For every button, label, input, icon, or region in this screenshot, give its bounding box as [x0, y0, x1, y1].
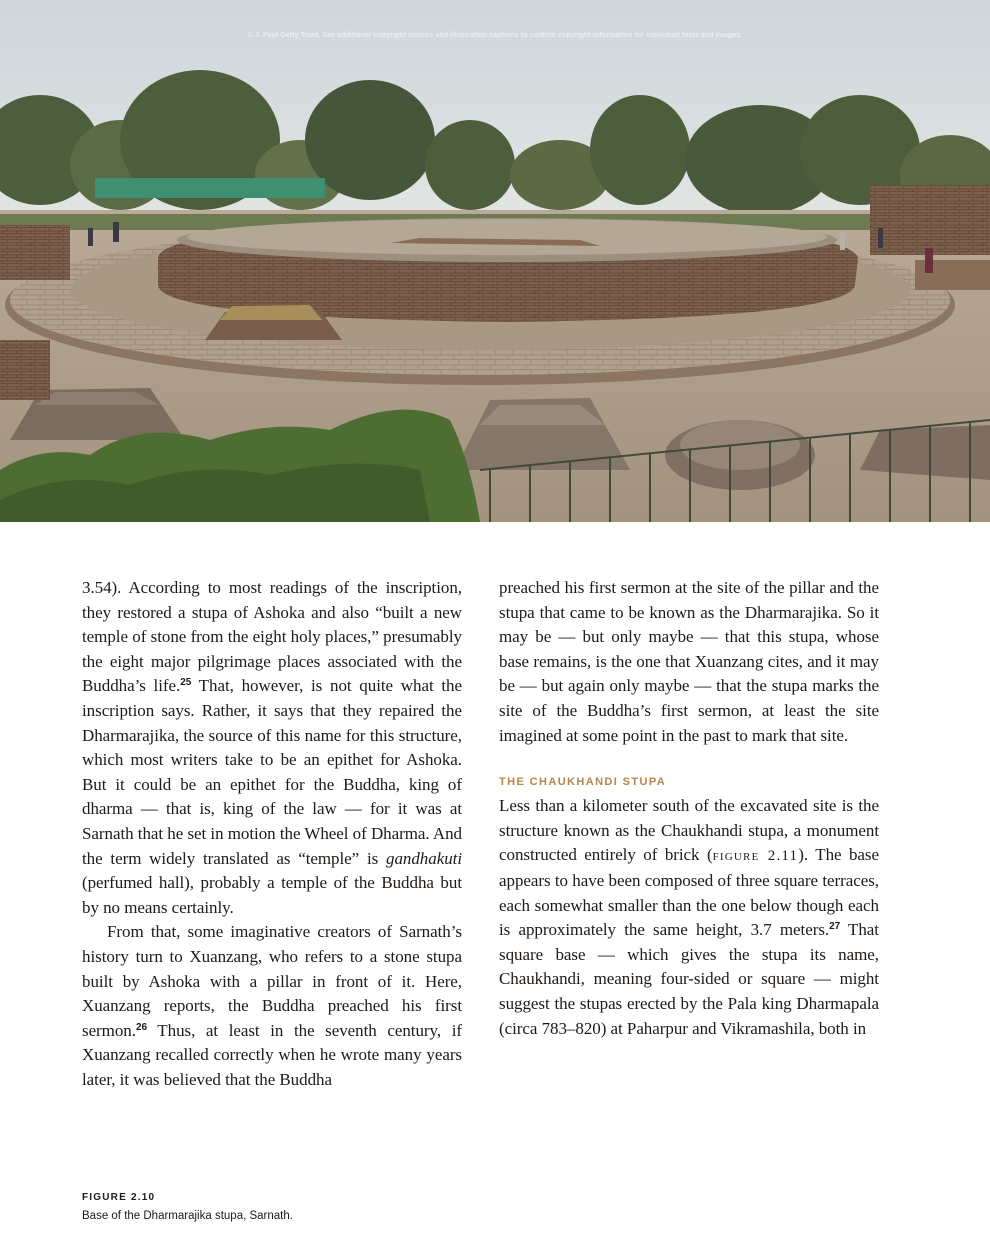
section-heading: THE CHAUKHANDI STUPA: [499, 776, 667, 789]
paragraph: Less than a kilometer south of the excavated site is the structure known as the Chaukhandi stupa, a monument constructed entirely of brick (figure 2.11). The base appears to have been composed of three square terraces, each somewhat smaller than the one below though each is approximately the same height, 3.7 meters.$^{27}$ That square base — which gives the stupa its name, Chaukhandi, meaning four-sided or square — might suggest the stupas erected by the Pala king Dharmapala (circa 783–820) at Paharpur and Vikramashila, both in: [499, 796, 879, 1038]
footnote-ref[interactable]: 27: [829, 921, 841, 933]
figure-caption: Base of the Dharmarajika stupa, Sarnath.: [82, 1210, 293, 1222]
paragraph: 3.54). According to most readings of the inscription, they restored a stupa of Ashoka and also “built a new temple of stone from the eight holy places,” presumably the eight major pilgrimage places associated with the Buddha’s life.$^{25}$ That, however, is not quite what the inscription says. Rather, it says that they repaired the Dharmarajika, the source of this name for this structure, which most writers take to be an epithet for Ashoka. But it could be an epithet for the Buddha, king of dharma — that is, king of the law — for it was at Sarnath that he set in motion the Wheel of Dharma. And the term widely translated as “temple” is gandhakuti (perfumed hall), probably a temple of the Buddha but by no means certainly.: [82, 578, 462, 917]
stupa-photo: [0, 0, 990, 522]
footnote-ref[interactable]: 25: [180, 677, 192, 689]
text-column-left: [82, 576, 462, 1092]
footnote-ref[interactable]: 26: [135, 1021, 147, 1033]
figure-reference[interactable]: figure 2.11: [712, 848, 799, 865]
text-column-right: [499, 576, 879, 1041]
figure-label: FIGURE 2.10: [82, 1192, 156, 1203]
copyright-notice: © J. Paul Getty Trust. See additional copyright notices and illustration captions to confirm copyright information for individual texts and images.: [247, 32, 743, 39]
paragraph: preached his first sermon at the site of the pillar and the stupa that came to be known as the Dharmarajika. So it may be — but only maybe — that this stupa, whose base remains, is the one that Xuanzang cites, and it may be — but again only maybe — that the stupa marks the site of the Buddha’s first sermon, at least the site imagined at some point in the past to mark that site.: [499, 578, 879, 745]
paragraph: From that, some imaginative creators of Sarnath’s history turn to Xuanzang, who refers to a stone stupa built by Ashoka with a pillar in front of it. Here, Xuanzang reports, the Buddha preached his first sermon.$^{26}$ Thus, at least in the seventh century, if Xuanzang recalled correctly when he wrote many years later, it was believed that the Buddha: [82, 922, 462, 1089]
